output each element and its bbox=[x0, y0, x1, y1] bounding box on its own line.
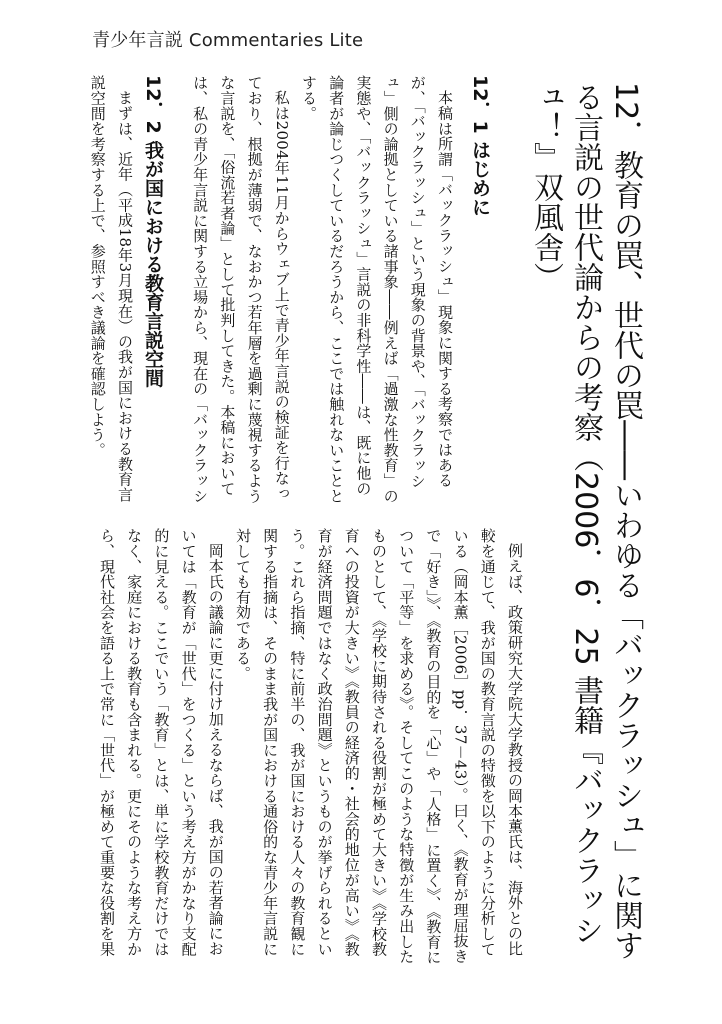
paragraph: まずは、近年（平成18年3月現在）の我が国における教育言説空間を考察する上で、参照すべき議論を確認しよう。 bbox=[88, 75, 134, 503]
paragraph: 本稿は所謂「バックラッシュ」現象に関する考察ではあるが、「バックラッシュ」という現象の背景や、「バックラッシュ」側の論拠としている諸事象――例えば「過激な性教育」の実態や、「バックラッシュ」言説の非科学性――は、既に他の論者が論じつくしているだろうから、ここでは触れないこととする。 bbox=[299, 75, 454, 504]
section-body-continued bbox=[88, 528, 528, 968]
section-body-introduction bbox=[190, 75, 458, 505]
section-heading-education-discourse: 12．2 我が国における教育言説空間 bbox=[142, 75, 164, 388]
section-heading-introduction: 12．1 はじめに bbox=[469, 75, 491, 217]
section-body-education-discourse bbox=[84, 75, 138, 505]
running-head: 青少年言説 Commentaries Lite bbox=[92, 30, 364, 51]
paragraph: 例えば、政策研究大学院大学教授の岡本薫氏は、海外との比較を通じて、我が国の教育言説の特徴を以下のように分析している（岡本薫［2006］pp．37－43）。曰く、《教育が理屈抜きで「好き」》、《教育の目的を「心」や「人格」に置く》、《教育について「平等」を求める》。そしてこのような特徴が生み出したものとして、《学校に期待される役割が極めて大きい》《学校教育への投資が大きい》《教員の経済的・社会的地位が高い》《教育が経済問題ではなく政治問題》というものが挙げられるという。これら指摘、特に前半の、我が国における人々の教育観に関する指摘は、そのまま我が国における通俗的な青少年言説に対しても有効である。 bbox=[233, 528, 524, 965]
chapter-title: 12．教育の罠、世代の罠――いわゆる「バックラッシュ」に関する言説の世代論からの考察（2006．6．25 書籍『バックラッシュ！』双風舎） bbox=[528, 82, 643, 961]
paragraph: 私は2004年11月からウェブ上で青少年言説の検証を行なっており、根拠が薄弱で、なおかつ若年層を過剰に蔑視するような言説を、「俗流若者論」として批判してきた。本稿においては、私の青少年言説に関する立場から、現在の「バックラッシ bbox=[191, 75, 291, 504]
paragraph: 岡本氏の議論に更に付け加えるならば、我が国の若者論においては「教育が「世代」をつくる」という考え方がかなり支配的に見える。ここでいう「教育」とは、単に学校教育だけではなく、家庭における教育も含まれる。更にそのような考え方から、現代社会を語る上で常に「世代」が極めて重要な役割を果 bbox=[97, 528, 225, 957]
